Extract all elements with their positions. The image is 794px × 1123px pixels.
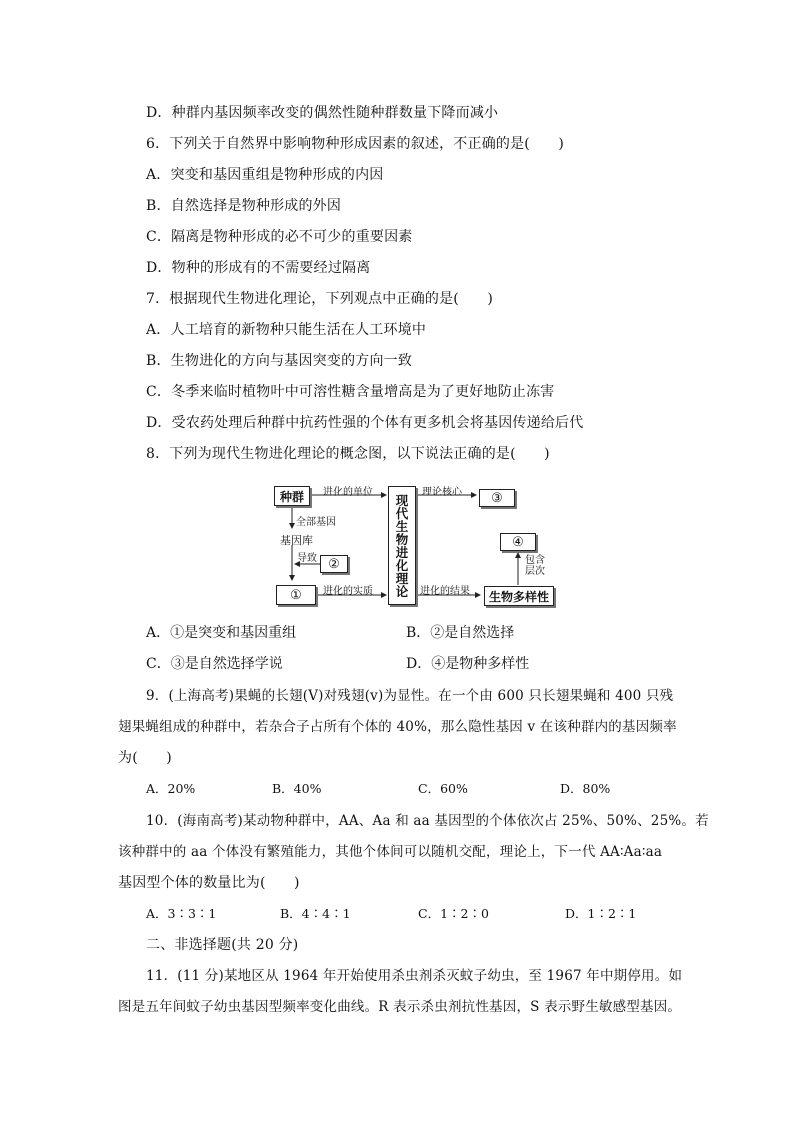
q9-line-1: 9．(上海高考)果蝇的长翅(V)对残翅(v)为显性。在一个由 600 只长翅果蝇和 400 只残 <box>146 688 674 704</box>
essence-of-evolution-label: 进化的实质 <box>323 586 373 597</box>
q9-option-c: C．60% <box>418 781 468 796</box>
q7-option-c: C．冬季来临时植物叶中可溶性糖含量增高是为了更好地防止冻害 <box>146 384 555 400</box>
q8-option-c: C．③是自然选择学说 <box>146 656 283 672</box>
section-2-heading: 二、非选择题(共 20 分) <box>146 937 299 953</box>
q9-line-2: 翅果蝇组成的种群中，若杂合子占所有个体的 40%，那么隐性基因 v 在该种群内的基因频率 <box>118 719 677 735</box>
q6-option-a: A．突变和基因重组是物种形成的内因 <box>146 167 384 183</box>
q5-option-d: D．种群内基因频率改变的偶然性随种群数量下降而减小 <box>146 105 499 121</box>
q8-option-d: D．④是物种多样性 <box>406 656 530 672</box>
q11-line-1: 11．(11 分)某地区从 1964 年开始使用杀虫剂杀灭蚊子幼虫，至 1967 年中期停用。如 <box>146 968 683 984</box>
q8-stem: 8．下列为现代生物进化理论的概念图，以下说法正确的是( ) <box>146 446 550 462</box>
all-genes-label: 全部基因 <box>296 517 336 528</box>
circle-3-box <box>479 489 515 507</box>
result-of-evolution-label: 进化的结果 <box>420 586 470 597</box>
q9-line-3: 为( ) <box>118 750 172 766</box>
q9-option-b: B．40% <box>272 781 322 796</box>
gene-pool-label: 基因库 <box>280 534 313 547</box>
circle-4-box <box>500 533 536 551</box>
circle-3-label: ③ <box>491 490 503 506</box>
includes-levels-label: 包含层次 <box>525 555 545 577</box>
q10-line-1: 10．(海南高考)某动物种群中，AA、Aa 和 aa 基因型的个体依次占 25%、50%、25%。若 <box>146 813 709 829</box>
q8-option-a: A．①是突变和基因重组 <box>146 625 297 641</box>
evolution-concept-diagram <box>268 481 568 613</box>
leads-to-label: 导致 <box>297 553 317 564</box>
q10-option-a: A．3∶3∶1 <box>146 906 217 921</box>
q6-stem: 6．下列关于自然界中影响物种形成因素的叙述，不正确的是( ) <box>146 136 565 152</box>
q10-option-c: C．1∶2∶0 <box>418 906 489 921</box>
population-box <box>274 486 310 506</box>
q10-option-b: B．4∶4∶1 <box>280 906 351 921</box>
q7-option-d: D．受农药处理后种群中抗药性强的个体有更多机会将基因传递给后代 <box>146 415 584 431</box>
population-label: 种群 <box>279 489 304 504</box>
theory-core-label: 理论核心 <box>422 487 462 498</box>
biodiversity-box <box>484 586 554 606</box>
q6-option-b: B．自然选择是物种形成的外因 <box>146 198 342 214</box>
circle-1-box <box>276 585 316 605</box>
modern-evolution-theory-box <box>388 486 416 605</box>
q9-option-a: A．20% <box>146 781 196 796</box>
q8-option-b: B．②是自然选择 <box>406 625 515 641</box>
q6-option-d: D．物种的形成有的不需要经过隔离 <box>146 260 371 276</box>
circle-4-label: ④ <box>512 534 524 550</box>
q6-option-c: C．隔离是物种形成的必不可少的重要因素 <box>146 229 413 245</box>
q7-option-a: A．人工培育的新物种只能生活在人工环境中 <box>146 322 427 338</box>
circle-2-label: ② <box>328 556 340 572</box>
q7-stem: 7．根据现代生物进化理论，下列观点中正确的是( ) <box>146 291 494 307</box>
circle-2-box <box>320 555 348 573</box>
unit-of-evolution-label: 进化的单位 <box>323 487 373 498</box>
q10-line-2: 该种群中的 aa 个体没有繁殖能力，其他个体间可以随机交配，理论上，下一代 AA∶Aa∶aa <box>118 844 663 860</box>
biodiversity-label: 生物多样性 <box>488 589 549 604</box>
q10-option-d: D．1∶2∶1 <box>565 906 637 921</box>
q9-option-d: D．80% <box>560 781 611 796</box>
q7-option-b: B．生物进化的方向与基因突变的方向一致 <box>146 353 413 369</box>
q11-line-2: 图是五年间蚊子幼虫基因型频率变化曲线。R 表示杀虫剂抗性基因，S 表示野生敏感型基因。 <box>118 999 682 1015</box>
circle-1-label: ① <box>290 587 302 603</box>
q10-line-3: 基因型个体的数量比为( ) <box>118 875 300 891</box>
center-label: 现代生物进化理论 <box>395 492 409 599</box>
